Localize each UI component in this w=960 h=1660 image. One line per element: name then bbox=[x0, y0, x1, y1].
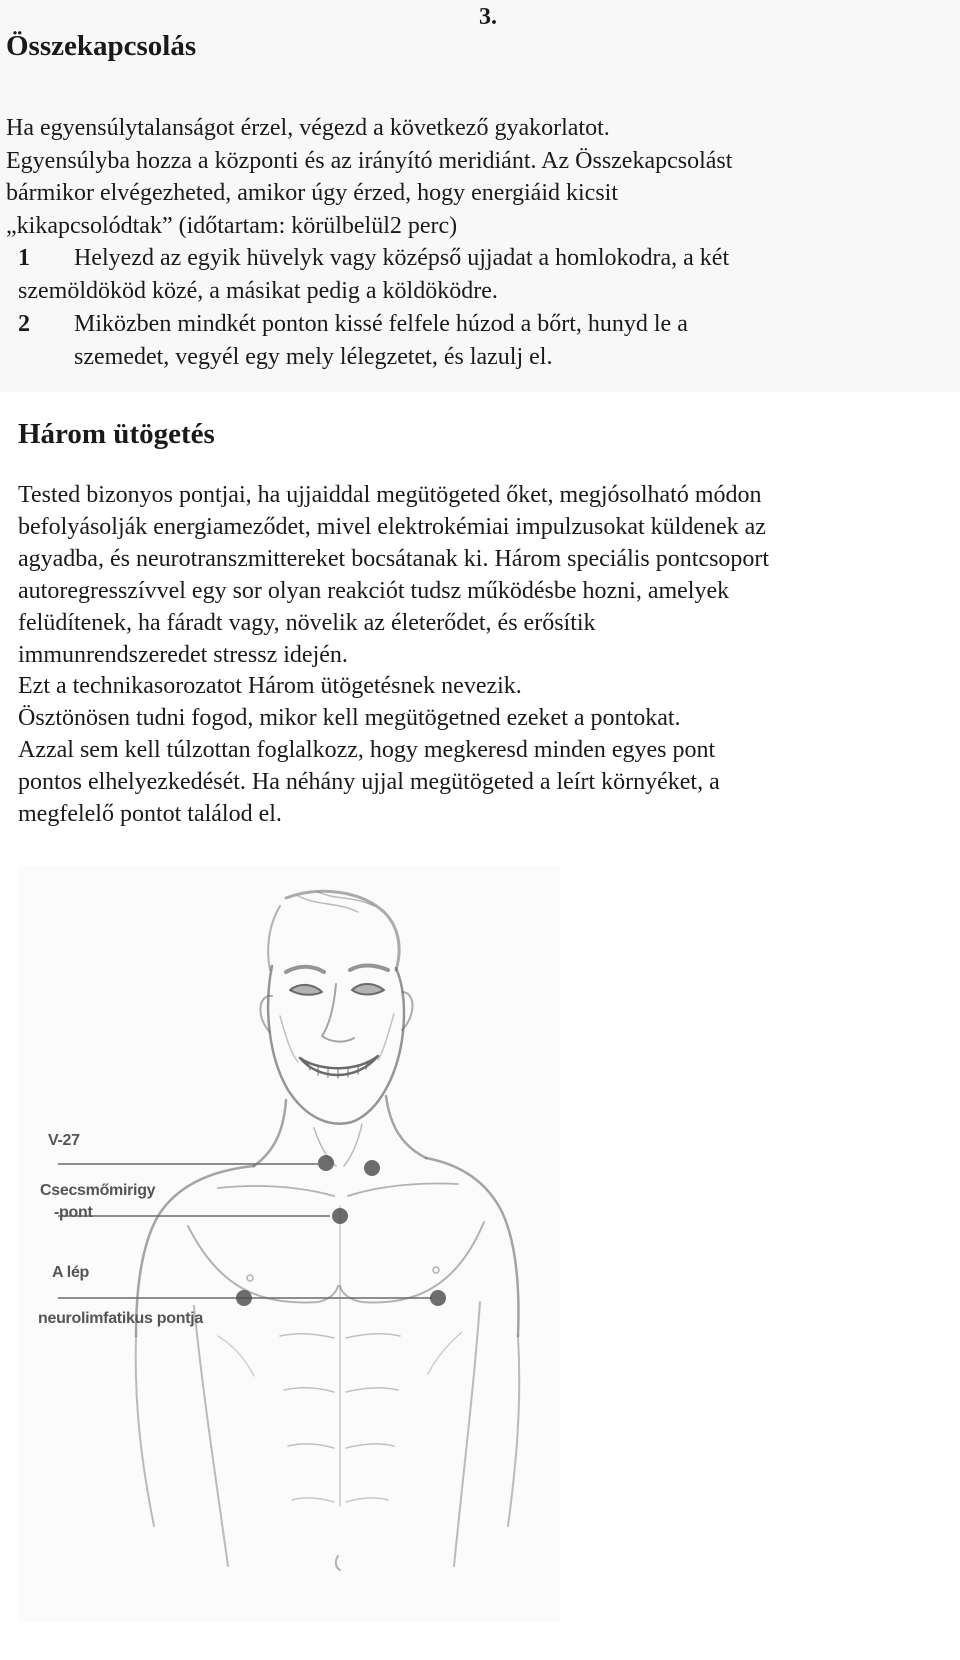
step-item-1 bbox=[18, 242, 948, 307]
hair-stroke bbox=[286, 891, 399, 970]
torso-side bbox=[194, 1302, 480, 1566]
intro-paragraph bbox=[6, 112, 946, 242]
eye-right bbox=[352, 984, 384, 995]
body-line: agyadba, és neurotranszmittereket bocsátanak ki. Három speciális pontcsoport bbox=[18, 545, 770, 572]
step-text bbox=[18, 308, 948, 373]
neck-left bbox=[254, 1100, 286, 1166]
point-v27-left bbox=[318, 1155, 334, 1171]
eyebrow-left bbox=[286, 967, 324, 972]
page-number: 3. bbox=[479, 4, 497, 30]
step-text-line: szemedet, vegyél egy mely lélegzetet, és lazulj el. bbox=[74, 343, 553, 370]
collarbone bbox=[218, 1184, 458, 1197]
step-text: szemöldököd közé, a másikat pedig a köldöködre. bbox=[18, 277, 498, 304]
nipple-right bbox=[433, 1267, 439, 1273]
point-spleen-right bbox=[430, 1290, 446, 1306]
step-number: 1 bbox=[18, 245, 30, 271]
step-text-line: Miközben mindkét ponton kissé felfele húzod a bőrt, hunyd le a bbox=[74, 311, 688, 337]
torso-drawing bbox=[18, 866, 560, 1622]
label-v27: V-27 bbox=[48, 1132, 80, 1149]
navel bbox=[336, 1556, 340, 1570]
neck-right bbox=[386, 1096, 426, 1158]
nipple-left bbox=[247, 1275, 253, 1281]
body-line: Ezt a technikasorozatot Három ütögetésnek nevezik. bbox=[18, 673, 522, 700]
point-spleen-left bbox=[236, 1290, 252, 1306]
body-line: Tested bizonyos pontjai, ha ujjaiddal megütögeted őket, megjósolható módon bbox=[18, 482, 762, 508]
abs-line bbox=[284, 1388, 398, 1392]
body-line: felüdítenek, ha fáradt vagy, növelik az életerődet, és erősítik bbox=[18, 609, 596, 636]
point-markers bbox=[58, 1155, 446, 1306]
label-spleen-line1: A lép bbox=[52, 1264, 90, 1281]
intro-line: Ha egyensúlytalanságot érzel, végezd a következő gyakorlatot. bbox=[6, 115, 610, 141]
intro-line: „kikapcsolódtak” (időtartam: körülbelül2 perc) bbox=[6, 212, 458, 239]
abs-line bbox=[288, 1444, 394, 1448]
intro-line: bármikor elvégezheted, amikor úgy érzed, hogy energiáid kicsit bbox=[6, 180, 618, 206]
body-paragraph bbox=[18, 480, 948, 831]
step-list bbox=[18, 242, 948, 373]
hair-stroke bbox=[268, 906, 280, 970]
point-v27-right bbox=[364, 1160, 380, 1176]
label-thymus-line2: -pont bbox=[54, 1204, 93, 1221]
torso-illustration bbox=[18, 866, 560, 1622]
label-thymus-line1: Csecsmőmirigy bbox=[40, 1182, 156, 1199]
body-line: autoregresszívvel egy sor olyan reakciót tudsz működésbe hozni, amelyek bbox=[18, 577, 730, 604]
eye-left bbox=[290, 985, 322, 995]
body-line: Azzal sem kell túlzottan foglalkozz, hogy megkeresd minden egyes pont bbox=[18, 737, 716, 764]
body-line: befolyásolják energiameződet, mivel elektrokémiai impulzusokat küldenek az bbox=[18, 513, 766, 540]
step-text: Helyezd az egyik hüvelyk vagy középső ujjadat a homlokodra, a két bbox=[74, 245, 730, 271]
step-number: 2 bbox=[18, 311, 30, 337]
section-title-osszekapcsolas: Összekapcsolás bbox=[6, 30, 197, 62]
body-line: Ösztönösen tudni fogod, mikor kell megütögetned ezeket a pontokat. bbox=[18, 705, 681, 732]
body-line: megfelelő pontot találod el. bbox=[18, 801, 282, 828]
section-title-harom-utogetes: Három ütögetés bbox=[18, 418, 215, 450]
cheek-shading bbox=[280, 1014, 394, 1062]
step-item-2 bbox=[18, 308, 948, 373]
eyebrow-right bbox=[350, 966, 388, 971]
body-line: pontos elhelyezkedését. Ha néhány ujjal megütögeted a leírt környéket, a bbox=[18, 769, 720, 796]
label-spleen-line2: neurolimfatikus pontja bbox=[38, 1310, 203, 1327]
body-line: immunrendszeredet stressz idején. bbox=[18, 641, 348, 668]
hair-stroke bbox=[298, 892, 374, 912]
nose bbox=[322, 984, 354, 1042]
point-thymus bbox=[332, 1208, 348, 1224]
intro-line: Egyensúlyba hozza a központi és az irányító meridiánt. Az Összekapcsolást bbox=[6, 147, 733, 174]
